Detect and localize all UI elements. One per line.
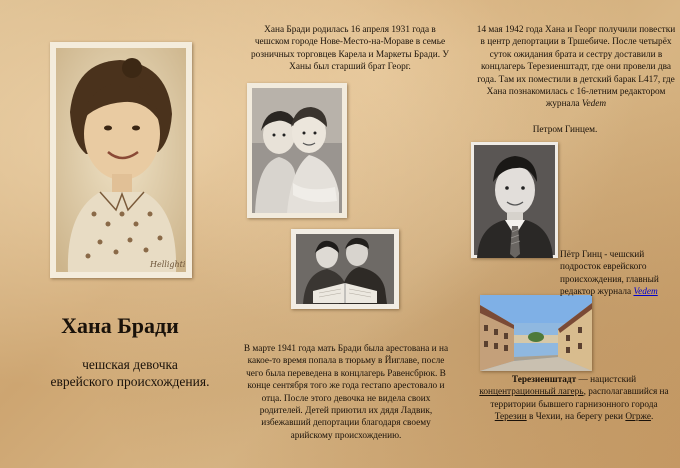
terezin-text: — нацистский <box>576 375 637 385</box>
terezin-text: , располагавшийся на территории бывшего гарнизонного города <box>490 387 669 410</box>
terezin-paragraph <box>476 374 672 424</box>
mother-arrest-paragraph <box>243 343 449 442</box>
deportation-paragraph <box>476 24 676 111</box>
vedem-name: Vedem <box>581 99 607 110</box>
mother-arrest-text: В марте 1941 года мать Бради была арестована и на какое-то время попала в тюрьму в Йиглаве, после чего была переведена в концлагерь Равенсбрюк. В конце сентября того же года гестапо арестовало и отца. После этого девочка не видела своих родителей. Детей приютил их дядя Ладвик, избежавший депортации благодаря своему арийскому происхождению. <box>243 344 449 441</box>
subtitle-line: еврейского происхождения. <box>50 374 210 389</box>
ohre-river-link[interactable]: Огрже <box>625 412 651 423</box>
page-title: Хана Бради <box>61 313 179 338</box>
petr-ginz-photo <box>471 142 558 258</box>
terezin-text: . <box>650 412 654 423</box>
deportation-text: 14 мая 1942 года Хана и Георг получили повестки в центр депортации в Тршебиче. После четырёх суток ожидания брата и сестру доставили в концлагерь Терезиенштадт, где они провели два года. Там их поместили в детский барак L417, где Хана познакомилась с 16-летним редактором журнала <box>476 25 676 110</box>
terezin-title: Терезиенштадт <box>511 375 577 385</box>
concentration-camp-link[interactable]: концентрационный лагерь <box>479 387 584 398</box>
birth-text: Хана Бради родилась 16 апреля 1931 года в чешском городе Нове-Место-на-Мораве в семье розничных торговцев Карела и Маркеты Бради. У Ханы был старший брат Георг. <box>251 25 449 73</box>
terezin-camp-photo <box>480 295 592 371</box>
vedem-link[interactable]: Vedem <box>633 287 658 298</box>
petr-intro-text: Петром Гинцем. <box>532 125 598 135</box>
petr-caption <box>560 249 670 299</box>
siblings-photo <box>247 83 347 218</box>
subtitle-line: чешская девочка <box>82 357 178 372</box>
hana-portrait-photo <box>50 42 192 278</box>
terezin-town-link[interactable]: Терезин <box>494 412 527 423</box>
petr-intro <box>500 124 630 136</box>
petr-caption-text: Пётр Гинц - чешский подросток еврейского происхождения, главный редактор журнала <box>560 250 659 298</box>
page-subtitle <box>30 356 230 390</box>
birth-paragraph <box>250 24 450 74</box>
terezin-text: в Чехии, на берегу реки <box>526 412 626 423</box>
reading-photo <box>291 229 399 309</box>
photo-signature: Hellighti <box>150 260 186 269</box>
